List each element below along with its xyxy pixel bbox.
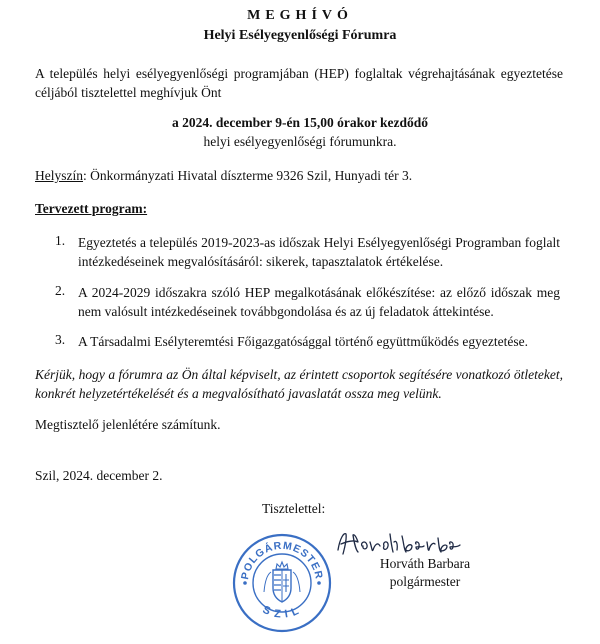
item-number: 1. xyxy=(55,233,66,248)
closing-line: Megtisztelő jelenlétére számítunk. xyxy=(35,417,221,432)
list-item xyxy=(0,233,600,273)
item-text: A 2024-2029 időszakra szóló HEP megalkotásának előkészítése: az előző időszak meg nem valósult intézkedéseinek továbbgondolása és az új feladatok áttekintése. xyxy=(78,285,560,319)
signer-name: Horváth Barbara xyxy=(379,556,471,571)
item-number: 2. xyxy=(55,283,66,298)
place-date: Szil, 2024. december 2. xyxy=(35,468,163,483)
location-value: : Önkormányzati Hivatal díszterme 9326 Szil, Hunyadi tér 3. xyxy=(83,168,413,183)
doc-title: MEGHÍVÓ xyxy=(247,8,353,23)
program-heading: Tervezett program: xyxy=(35,201,148,216)
signer-title: polgármester xyxy=(389,574,461,589)
item-text: Egyeztetés a település 2019-2023-as időszak Helyi Esélyegyenlőségi Programban foglalt intézkedéseinek megvalósításáról: sikerek, tapasztalatok értékelése. xyxy=(78,235,560,269)
doc-subtitle: Helyi Esélyegyenlőségi Fórumra xyxy=(203,28,397,43)
item-number: 3. xyxy=(55,332,66,347)
date-line: a 2024. december 9-én 15,00 órakor kezdődő xyxy=(172,115,428,130)
greeting: Tisztelettel: xyxy=(262,501,326,516)
svg-text:POLGÁRMESTER: POLGÁRMESTER xyxy=(239,539,325,581)
list-item xyxy=(0,283,600,323)
forum-line: helyi esélyegyenlőségi fórumunkra. xyxy=(203,134,397,149)
svg-text:SZIL: SZIL xyxy=(260,603,304,621)
list-item xyxy=(0,332,600,352)
location-label: Helyszín xyxy=(35,168,83,183)
item-text: A Társadalmi Esélyteremtési Főigazgatósággal történő együttműködés egyeztetése. xyxy=(78,334,528,349)
intro-paragraph: A település helyi esélyegyenlőségi programjában (HEP) foglaltak végrehajtásának egyeztetése céljából tisztelettel meghívjuk Önt xyxy=(35,66,563,100)
request-paragraph: Kérjük, hogy a fórumra az Ön által képviselt, az érintett csoportok segítésére vonatkozó ötleteket, konkrét helyzetértékelését és a megvalósítható javaslatát ossza meg velünk. xyxy=(35,367,563,401)
official-stamp xyxy=(231,532,333,634)
location-line xyxy=(35,166,563,185)
